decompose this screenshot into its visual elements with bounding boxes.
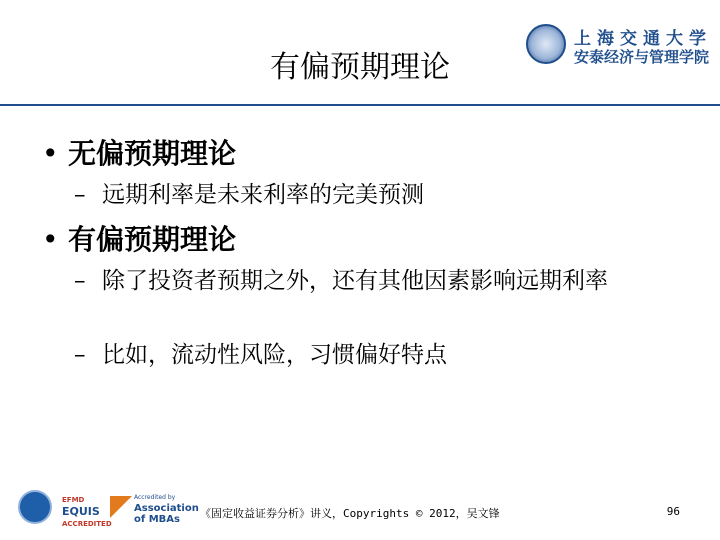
aacsb-logo-icon [18,490,52,524]
bullet-dot-icon: • [42,137,59,170]
sub-bullet [74,180,672,210]
amba-mark-icon [110,496,132,518]
dash-icon: – [74,342,86,368]
university-name: 上海交通大学 [574,29,712,49]
sub-bullet-text: 比如，流动性风险，习惯偏好特点 [102,342,447,368]
sub-bullet [74,266,672,296]
bullet-unbiased [42,136,236,172]
bullet-biased [42,222,236,258]
bullet-label: 无偏预期理论 [68,137,237,170]
equis-logo: EFMD EQUIS ACCREDITED [62,496,112,528]
bullet-label: 有偏预期理论 [68,223,237,256]
footer-copyright: 《固定收益证券分析》讲义，Copyrights © 2012，吴文锋 [200,507,500,520]
title-divider [0,104,720,106]
page-number: 96 [666,505,680,518]
slide-title: 有偏预期理论 [270,50,450,85]
amba-logo: Accredited by Association of MBAs [134,494,199,525]
bullet-dot-icon: • [42,223,59,256]
sub-bullet-text: 除了投资者预期之外，还有其他因素影响远期利率 [102,268,608,294]
sub-bullet [74,340,672,370]
accreditation-logos [18,490,199,530]
dash-icon: – [74,182,86,208]
sub-bullet-text: 远期利率是未来利率的完美预测 [102,182,424,208]
dash-icon: – [74,268,86,294]
school-name: 安泰经济与管理学院 [574,48,710,66]
